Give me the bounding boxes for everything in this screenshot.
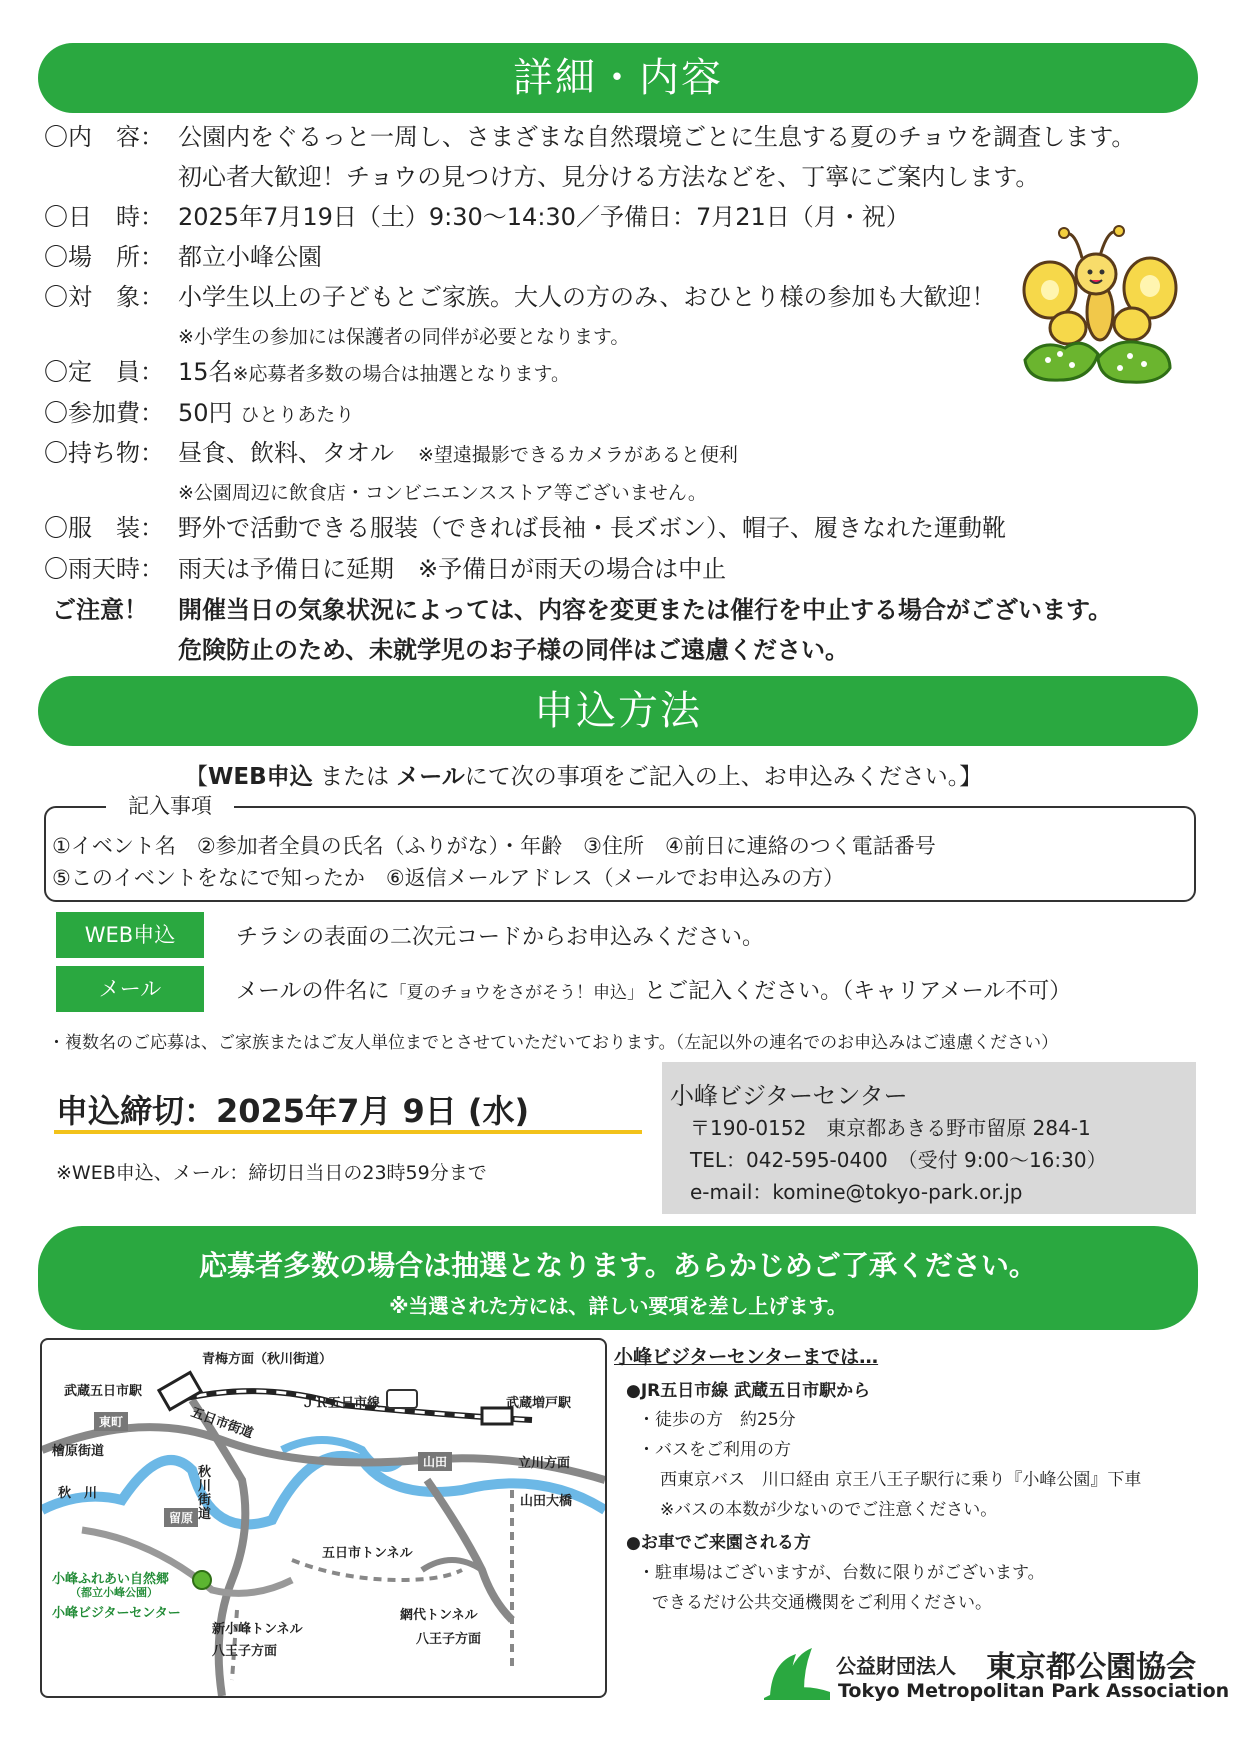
row-content: 〇内 容： 公園内をぐるっと一周し、さまざまな自然環境ごとに生息する夏のチョウを調査します。 [44,123,1136,151]
deadline-underline [54,1130,642,1134]
row-date: 〇日 時： 2025年7月19日（土）9:30～14:30／予備日：7月21日（月・祝） [44,203,910,231]
access-bus: ・バスをご利用の方 [638,1440,791,1460]
caution-row: ご注意！ 開催当日の気象状況によっては、内容を変更または催行を中止する場合がございます。 [52,596,1113,624]
access-public: できるだけ公共交通機関をご利用ください。 [652,1593,992,1613]
row-items: 〇持ち物： 昼食、飲料、タオル ※望遠撮影できるカメラがあると便利 [44,439,738,467]
contact-address: 〒190-0152 東京都あきる野市留原 284-1 [690,1116,1091,1140]
items-line-2: ⑤このイベントをなにで知ったか ⑥返信メールアドレス（メールでお申込みの方） [52,866,845,890]
apply-intro: 【WEB申込 または メールにて次の事項をご記入の上、お申込みください。】 [185,764,983,790]
row-rain: 〇雨天時： 雨天は予備日に延期 ※予備日が雨天の場合は中止 [44,555,727,583]
access-parking: ・駐車場はございますが、台数に限りがございます。 [638,1563,1045,1583]
contact-tel: TEL：042-595-0400 （受付 9:00～16:30） [690,1148,1107,1172]
org-name-small: 公益財団法人 [836,1654,956,1678]
mail-apply-text: メールの件名に「夏のチョウをさがそう！申込」とご記入ください。（キャリアメール不可） [236,979,1072,1004]
access-walk: ・徒歩の方 約25分 [638,1410,796,1430]
org-logo-icon [762,1640,832,1702]
org-name-english: Tokyo Metropolitan Park Association [838,1680,1230,1702]
access-bus-detail: 西東京バス 川口経由 京王八王子駅行に乗り『小峰公園』下車 [660,1470,1142,1490]
row-fee: 〇参加費： 50円 ひとりあたり [44,399,355,427]
section-header-details: 詳細・内容 [38,43,1198,113]
items-note: ※公園周辺に飲食店・コンビニエンスストア等ございません。 [178,482,707,504]
access-car-head: ●お車でご来園される方 [626,1533,811,1553]
access-bus-note: ※バスの本数が少ないのでご注意ください。 [660,1500,998,1520]
row-place: 〇場 所： 都立小峰公園 [44,243,322,271]
row-capacity: 〇定 員： 15名※応募者多数の場合は抽選となります。 [44,358,570,386]
lottery-sub: ※当選された方には、詳しい要項を差し上げます。 [389,1294,847,1318]
contact-email[interactable]: e-mail：komine@tokyo-park.or.jp [690,1180,1023,1204]
row-target: 〇対 象： 小学生以上の子どもとご家族。大人の方のみ、おひとり様の参加も大歓迎！ [44,283,996,311]
access-title: 小峰ビジターセンターまでは… [614,1346,879,1368]
items-box-label: 記入事項 [106,790,234,820]
butterfly-illustration [1020,220,1180,400]
section-header-apply: 申込方法 [38,676,1198,746]
group-note: ・複数名のご応募は、ご家族またはご友人単位までとさせていただいております。（左記以外の連名でのお申込みはご遠慮ください） [48,1033,1059,1053]
row-clothing: 〇服 装： 野外で活動できる服装（できれば長袖・長ズボン）、帽子、履きなれた運動靴 [44,514,1006,542]
deadline: 申込締切：2025年7月 9日 (水) [56,1092,530,1130]
items-line-1: ①イベント名 ②参加者全員の氏名（ふりがな）・年齢 ③住所 ④前日に連絡のつく電話番号 [52,834,936,858]
lottery-banner [38,1226,1198,1330]
contact-name: 小峰ビジターセンター [670,1082,908,1110]
org-name-big: 東京都公園協会 [986,1650,1196,1685]
row-content-2: 初心者大歓迎！チョウの見つけ方、見分ける方法などを、丁寧にご案内します。 [178,163,1040,191]
access-train-head: ●JR五日市線 武蔵五日市駅から [626,1381,871,1401]
web-apply-text: チラシの表面の二次元コードからお申込みください。 [236,925,765,950]
lottery-main: 応募者多数の場合は抽選となります。あらかじめご了承ください。 [199,1249,1037,1282]
mail-apply-label: メール [56,966,204,1012]
deadline-note: ※WEB申込、メール：締切日当日の23時59分まで [56,1162,487,1184]
access-map: 青梅方面（秋川街道） 武蔵五日市駅 東町 ＪＲ五日市線 武蔵増戸駅 五日市街道 檜原街道 秋 川 秋川街道 山田 立川方面 山田大橋 留原 五日市トンネル 小峰ふれあい自然郷 （都立小峰公園） 小峰ビジターセンター 新小峰トンネル 八王子方面 網代トンネル 八王子方面 [40,1338,607,1698]
target-note: ※小学生の参加には保護者の同伴が必要となります。 [178,326,630,348]
caution-row-2: 危険防止のため、未就学児のお子様の同伴はご遠慮ください。 [178,636,850,664]
web-apply-label: WEB申込 [56,912,204,958]
